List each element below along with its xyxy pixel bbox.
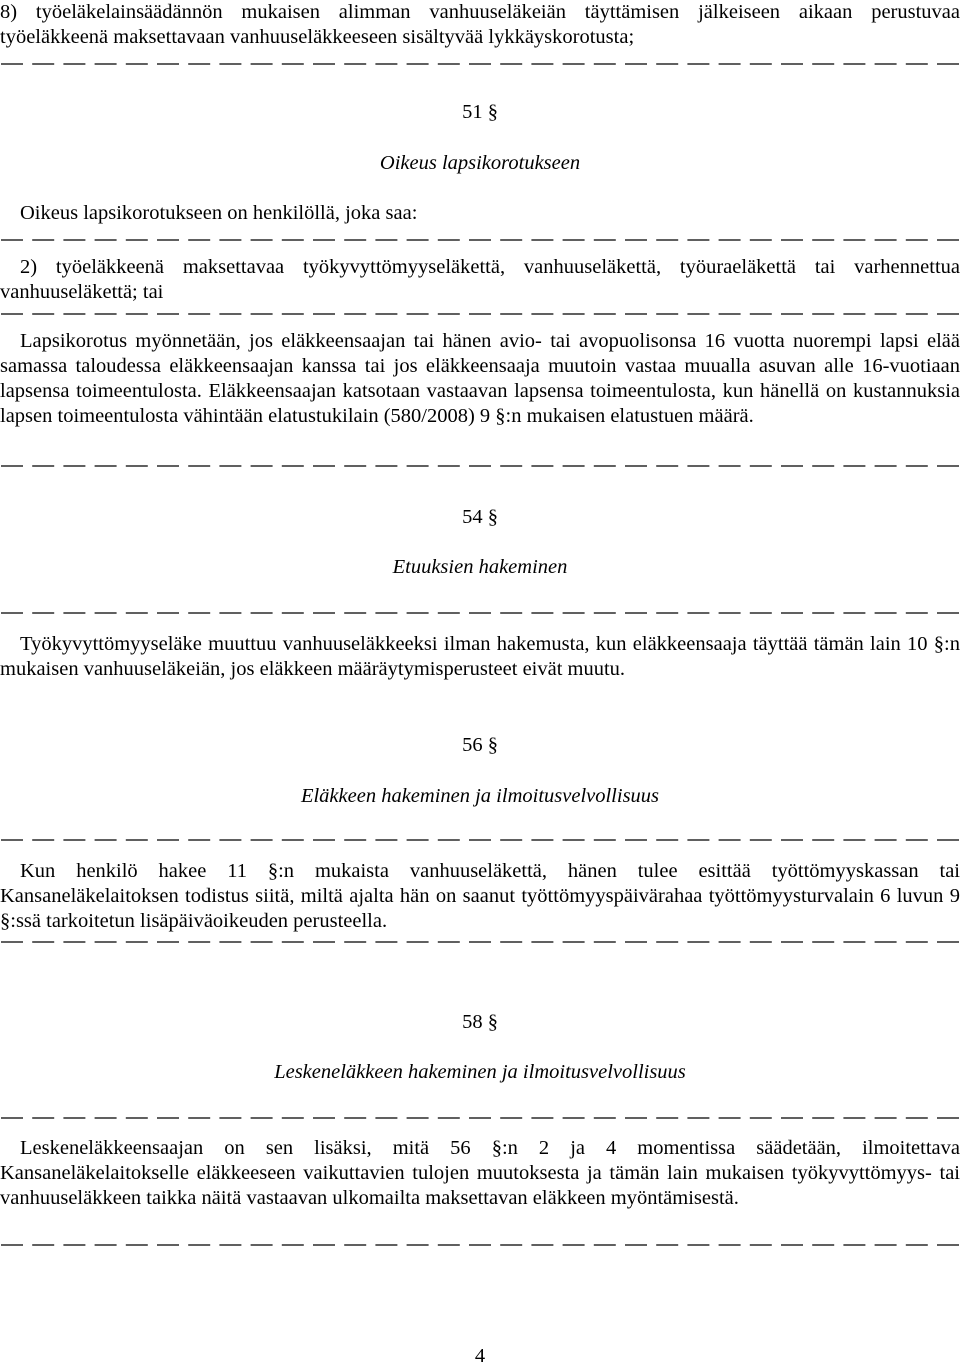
- section-51-intro: Oikeus lapsikorotukseen on henkilöllä, joka saa:: [20, 202, 418, 224]
- section-title-51: Oikeus lapsikorotukseen: [379, 152, 581, 174]
- section-number-54: 54 §: [462, 506, 498, 528]
- page-number: 4: [474, 1345, 486, 1367]
- section-number-51: 51 §: [462, 101, 498, 123]
- section-title-56: Eläkkeen hakeminen ja ilmoitusvelvollisuus: [300, 785, 660, 807]
- omission-dash-line: [0, 834, 960, 846]
- section-number-58: 58 §: [462, 1011, 498, 1033]
- omission-dash-line: [0, 234, 960, 246]
- section-58-paragraph: Leskeneläkkeensaajan on sen lisäksi, mitä 56 §:n 2 ja 4 momentissa säädetään, ilmoitettava Kansaneläkelaitokselle eläkkeeseen vaikuttavien tulojen muutoksesta ja tämän lain mukaisen työkyvyttömyys- tai vanhuuseläkkeen taikka näitä vastaavan ulkomailta maksettavan eläkkeen myöntämisestä.: [0, 1137, 960, 1209]
- omission-dash-line: [0, 1239, 960, 1251]
- section-56-paragraph: Kun henkilö hakee 11 §:n mukaista vanhuuseläkettä, hänen tulee esittää työttömyyskassan tai Kansaneläkelaitoksen todistus siitä, miltä ajalta hän on saanut työttömyyspäivärahaa työttömyysturvalain 6 luvun 9 §:ssä tarkoitetun lisäpäiväoikeuden perusteella.: [0, 860, 960, 932]
- section-title-58: Leskeneläkkeen hakeminen ja ilmoitusvelvollisuus: [274, 1061, 686, 1083]
- omission-dash-line: [0, 308, 960, 320]
- section-title-54: Etuuksien hakeminen: [392, 556, 568, 578]
- omission-dash-line: [0, 936, 960, 948]
- section-54-paragraph: Työkyvyttömyyseläke muuttuu vanhuuseläkkeeksi ilman hakemusta, kun eläkkeensaaja täyttää tämän lain 10 §:n mukaisen vanhuuseläkeiän, jos eläkkeen määräytymisperusteet eivät muutu.: [0, 633, 960, 680]
- section-number-56: 56 §: [462, 734, 498, 756]
- list-item-8: 8) työeläkelainsäädännön mukaisen alimman vanhuuseläkeiän täyttämisen jälkeiseen aikaan perustuvaa työeläkkeenä maksettavaan vanhuuseläkkeeseen sisältyvää lykkäyskorotusta;: [0, 1, 960, 48]
- omission-dash-line: [0, 460, 960, 472]
- section-51-paragraph: Lapsikorotus myönnetään, jos eläkkeensaajan tai hänen avio- tai avopuolisonsa 16 vuotta nuorempi lapsi elää samassa taloudessa eläkkeensaajan kanssa tai jos eläkkeensaaja muutoin vastaa muualla asuvan alle 16-vuotiaan lapsensa toimeentulosta. Eläkkeensaajan katsotaan vastaavan lapsensa toimeentulosta, kun hänellä on kustannuksia lapsen toimeentulosta vähintään elatustukilain (580/2008) 9 §:n mukaisen elatustuen määrä.: [0, 330, 960, 427]
- omission-dash-line: [0, 607, 960, 619]
- omission-dash-line: [0, 58, 960, 70]
- section-51-item-2: 2) työeläkkeenä maksettavaa työkyvyttömyyseläkettä, vanhuuseläkettä, työuraeläkettä tai varhennettua vanhuuseläkettä; tai: [0, 256, 960, 303]
- omission-dash-line: [0, 1112, 960, 1124]
